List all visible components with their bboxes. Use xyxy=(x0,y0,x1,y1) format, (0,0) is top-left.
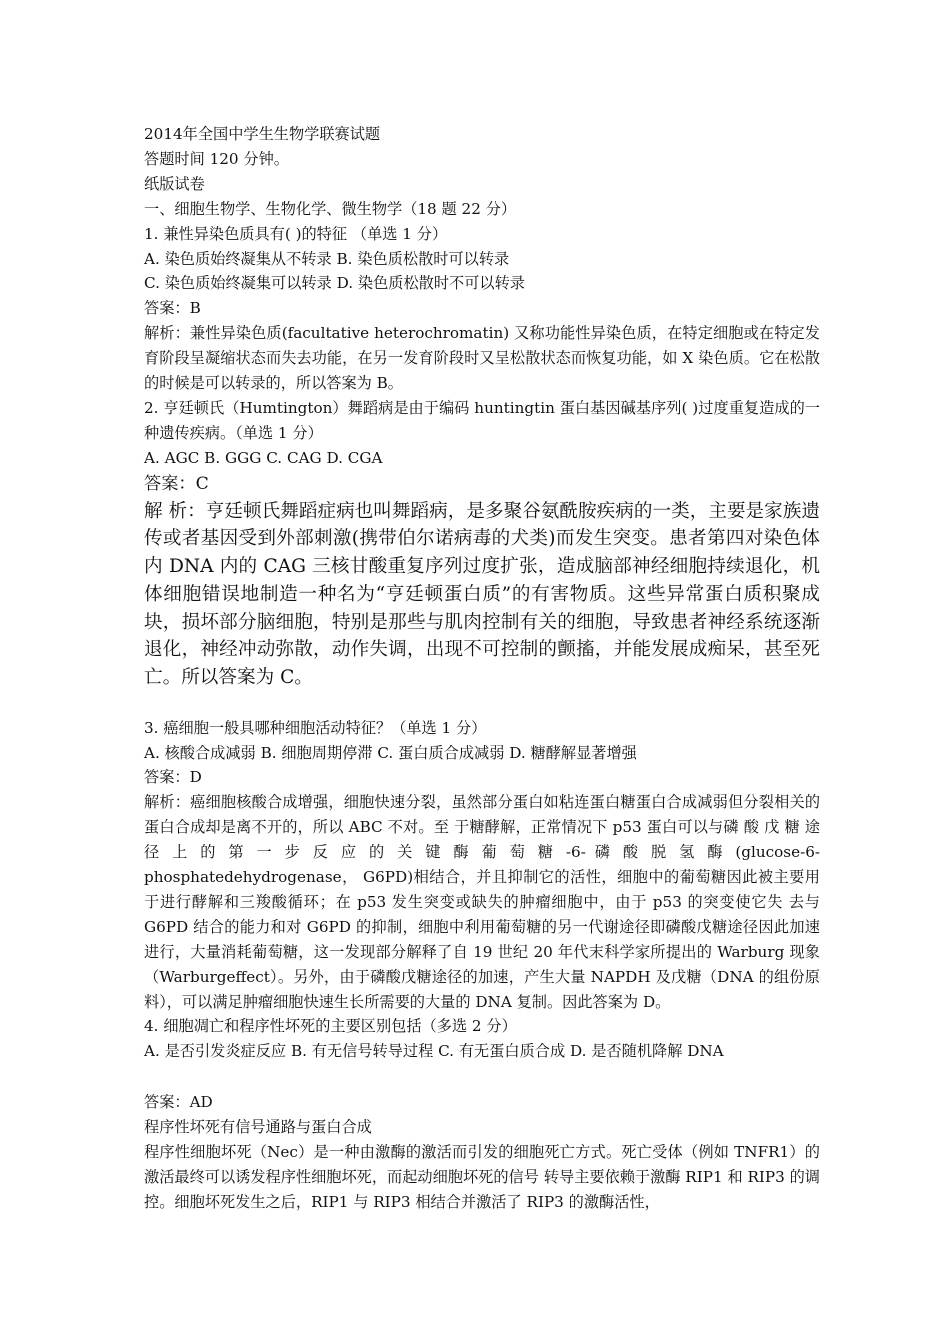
blank-line xyxy=(144,692,820,716)
question-4-explanation: 程序性坏死有信号通路与蛋白合成 xyxy=(144,1118,372,1137)
document-title: 2014年全国中学生生物学联赛试题 xyxy=(144,125,381,143)
question-1-stem: 1. 兼性异染色质具有( )的特征 （单选 1 分） xyxy=(144,224,448,243)
question-4-answer: 答案：AD xyxy=(144,1093,213,1112)
question-2-explanation: 解 析：亨廷顿氏舞蹈症病也叫舞蹈病，是多聚谷氨酰胺疾病的一类，主要是家族遗传或者基因受到外部刺激(携带伯尔诺病毒的犬类)而发生突变。患者第四对染色体 内 DNA 内的 CAG 三核甘酸重复序列过度扩张，造成脑部神经细胞持续退化，机体细胞错误地制造一种名为“亨廷顿蛋白质”的有害物质。这些异常蛋白质积聚成 块，损坏部分脑细胞，特别是那些与肌肉控制有关的细胞，导致患者神经系统逐渐退化，神经冲动弥散，动作失调，出现不可控制的颤搐，并能发展成痴呆，甚至死 亡。所以答案为 C。 xyxy=(144,500,820,688)
question-1-explanation: 解析：兼性异染色质(facultative heterochromatin) 又称功能性异染色质，在特定细胞或在特定发育阶段呈凝缩状态而失去功能，在另一发育阶段时又呈松散状态而恢复功能，如 X 染色质。它在松散的时候是可以转录的，所以答案为 B。 xyxy=(144,324,820,393)
question-2-stem: 2. 亨廷顿氏（Humtington）舞蹈病是由于编码 huntingtin 蛋白基因碱基序列( )过度重复造成的一种遗传疾病。（单选 1 分） xyxy=(144,398,820,442)
question-1-answer: 答案：B xyxy=(144,299,201,318)
question-3-stem: 3. 癌细胞一般具哪种细胞活动特征？（单选 1 分） xyxy=(144,718,487,737)
question-3-answer: 答案：D xyxy=(144,768,202,787)
question-3-explanation: 解析：癌细胞核酸合成增强，细胞快速分裂，虽然部分蛋白如粘连蛋白糖蛋白合成减弱但分裂相关的蛋白合成却是离不开的，所以 ABC 不对。至 于糖酵解，正常情况下 p53 蛋白可以与磷 酸 戊 糖 途 径 上 的 第 一 步 反 应 的 关 键 酶 葡 萄 糖 -6- 磷 酸 脱 氢 酶 (glucose-6-phosphatedehydrogenase， G6PD)相结合，并且抑制它的活性，细胞中的葡萄糖因此被主要用于进行酵解和三羧酸循环；在 p53 发生突变或缺失的肿瘤细胞中，由于 p53 的突变使它失 去与 G6PD 结合的能力和对 G6PD 的抑制，细胞中利用葡萄糖的另一代谢途径即磷酸戊糖途径因此加速进行，大量消耗葡萄糖，这一发现部分解释了自 19 世纪 20 年代末科学家所提出的 Warburg 现象（Warburgeffect）。另外，由于磷酸戊糖途径的加速，产生大量 NAPDH 及戊糖（DNA 的组份原 料），可以满足肿瘤细胞快速生长所需要的大量的 DNA 复制。因此答案为 D。 xyxy=(144,793,820,1011)
blank-line-2 xyxy=(144,1064,820,1090)
question-1-option-row-1: A. 染色质始终凝集从不转录 B. 染色质松散时可以转录 xyxy=(144,249,510,268)
question-2-options: A. AGC B. GGG C. CAG D. CGA xyxy=(144,448,383,467)
section-heading: 一、细胞生物学、生物化学、微生物学（18 题 22 分） xyxy=(144,199,517,218)
question-4-options: A. 是否引发炎症反应 B. 有无信号转导过程 C. 有无蛋白质合成 D. 是否随机降解 DNA xyxy=(144,1042,724,1061)
question-1-option-row-2: C. 染色质始终凝集可以转录 D. 染色质松散时不可以转录 xyxy=(144,274,525,293)
paper-type: 纸版试卷 xyxy=(144,174,205,193)
question-4-stem: 4. 细胞凋亡和程序性坏死的主要区别包括（多选 2 分） xyxy=(144,1017,517,1036)
question-4-explanation-2: 程序性细胞坏死（Nec）是一种由激酶的激活而引发的细胞死亡方式。死亡受体（例如 TNFR1）的激活最终可以诱发程序性细胞坏死，而起动细胞坏死的信号 转导主要依赖于激酶 RIP1 和 RIP3 的调控。细胞坏死发生之后，RIP1 与 RIP3 相结合并激活了 RIP3 的激酶活性， xyxy=(144,1143,820,1211)
document-page xyxy=(144,122,820,1215)
question-3-options: A. 核酸合成减弱 B. 细胞周期停滞 C. 蛋白质合成减弱 D. 糖酵解显著增强 xyxy=(144,743,637,762)
time-note: 答题时间 120 分钟。 xyxy=(144,149,289,168)
question-2-answer: 答案：C xyxy=(144,473,209,494)
